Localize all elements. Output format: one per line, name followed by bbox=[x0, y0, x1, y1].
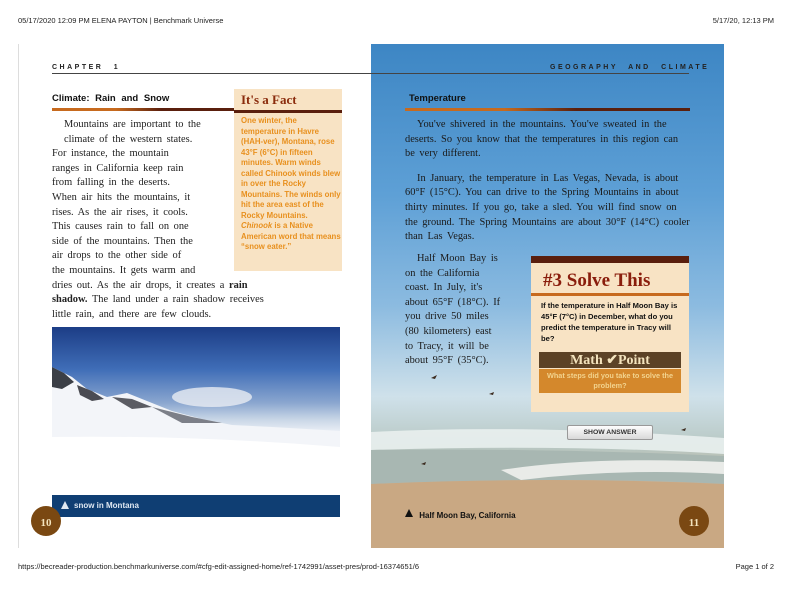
caption-triangle-icon bbox=[405, 509, 413, 517]
running-head-chapter: CHAPTER 1 bbox=[52, 64, 121, 71]
print-footer-url: https://becreader-production.benchmarkuniverse.com/#cfg-edit-assigned-home/ref-1742991/asset-pres/prod-16374651/6 bbox=[18, 562, 420, 571]
term-shadow: shadow. bbox=[52, 294, 88, 306]
print-header-left: 05/17/2020 12:09 PM ELENA PAYTON | Benchmark Universe bbox=[18, 16, 224, 25]
solve-this-box bbox=[531, 256, 689, 412]
paragraph: In January, the temperature in Las Vegas, Nevada, is about 60°F (15°C). You can drive to the Spring Mountains in about thirty minutes. If you go, take a sled. You will find snow on the ground. The Spring Mountains are about 30°F (14°C) cooler than Las Vegas. bbox=[405, 172, 690, 243]
body-line: ranges in California keep rain bbox=[52, 162, 184, 174]
fact-box-title: It's a Fact bbox=[241, 92, 297, 107]
photo-caption: Half Moon Bay, California bbox=[405, 510, 516, 520]
section-bar bbox=[52, 108, 234, 111]
photo-caption: snow in Montana bbox=[52, 495, 340, 517]
body-line: Mountains are important to the climate of the western states. bbox=[64, 119, 201, 145]
math-point-question: What steps did you take to solve the problem? bbox=[539, 369, 681, 393]
page-number-badge: 11 bbox=[679, 506, 709, 536]
print-header-right: 5/17/20, 12:13 PM bbox=[712, 16, 774, 25]
solve-box-title: #3 Solve This bbox=[543, 270, 651, 291]
section-bar bbox=[405, 108, 690, 111]
running-head-rule bbox=[371, 73, 689, 74]
right-page bbox=[371, 44, 724, 548]
fact-box-text: One winter, the temperature in Havre (HAH-ver), Montana, rose 43°F (6°C) in fifteen minutes. Warm winds called Chinook winds blew in over the Rocky Mountains. The winds only hit the area east of the Rocky Mountains. Chinook is a Native American word that means “snow eater.” bbox=[241, 116, 341, 251]
section-title: Temperature bbox=[409, 93, 466, 104]
body-line: about 65°F (18°C). If bbox=[405, 296, 501, 308]
body-line: from falling in the deserts. bbox=[52, 177, 170, 189]
solve-box-bar bbox=[531, 293, 689, 296]
solve-box-topbar bbox=[531, 256, 689, 263]
body-line: For instance, the mountain bbox=[52, 148, 169, 160]
print-footer-page: Page 1 of 2 bbox=[735, 562, 774, 571]
show-answer-button[interactable]: SHOW ANSWER bbox=[567, 425, 653, 440]
section-title: Climate: Rain and Snow bbox=[52, 93, 170, 104]
body-line: coast. In July, it's bbox=[405, 282, 483, 294]
body-line: This causes rain to fall on one bbox=[52, 221, 189, 233]
body-line: (80 kilometers) east bbox=[405, 325, 492, 337]
math-point-label: Math ✔Point bbox=[539, 352, 681, 368]
half-moon-text bbox=[405, 252, 523, 369]
body-line: to Tracy, it will be bbox=[405, 340, 489, 352]
page-number-badge: 10 bbox=[31, 506, 61, 536]
paragraph: You've shivered in the mountains. You've sweated in the deserts. So you know that the temperatures in this region can be very different. bbox=[405, 119, 679, 160]
body-line: When air hits the mountains, it bbox=[52, 191, 191, 203]
snow-photo bbox=[52, 327, 340, 495]
running-head-rule bbox=[52, 73, 372, 74]
body-line: air drops to the other side of bbox=[52, 250, 182, 262]
left-page bbox=[18, 44, 372, 548]
body-line: the mountains. It gets warm and bbox=[52, 264, 196, 276]
running-head-section: GEOGRAPHY AND CLIMATE bbox=[550, 64, 710, 71]
fact-box bbox=[234, 89, 342, 271]
body-line: rises. As the air rises, it cools. bbox=[52, 206, 188, 218]
temperature-text bbox=[405, 118, 691, 245]
body-line: you drive 50 miles bbox=[405, 311, 489, 323]
body-line: side of the mountains. Then the bbox=[52, 235, 193, 247]
body-line: about 95°F (35°C). bbox=[405, 355, 489, 367]
body-line: dries out. As the air drops, it creates a bbox=[52, 279, 225, 291]
term-rain: rain bbox=[229, 279, 248, 291]
body-line: The land under a rain shadow receives bbox=[91, 294, 264, 306]
body-line: on the California bbox=[405, 267, 480, 279]
body-line: Half Moon Bay is bbox=[417, 253, 498, 264]
body-line: little rain, and there are few clouds. bbox=[52, 308, 212, 320]
caption-triangle-icon bbox=[61, 501, 69, 509]
solve-box-question: If the temperature in Half Moon Bay is 45°F (7°C) in December, what do you predict the temperature in Tracy will be? bbox=[541, 301, 678, 343]
fact-box-bar bbox=[234, 110, 342, 113]
